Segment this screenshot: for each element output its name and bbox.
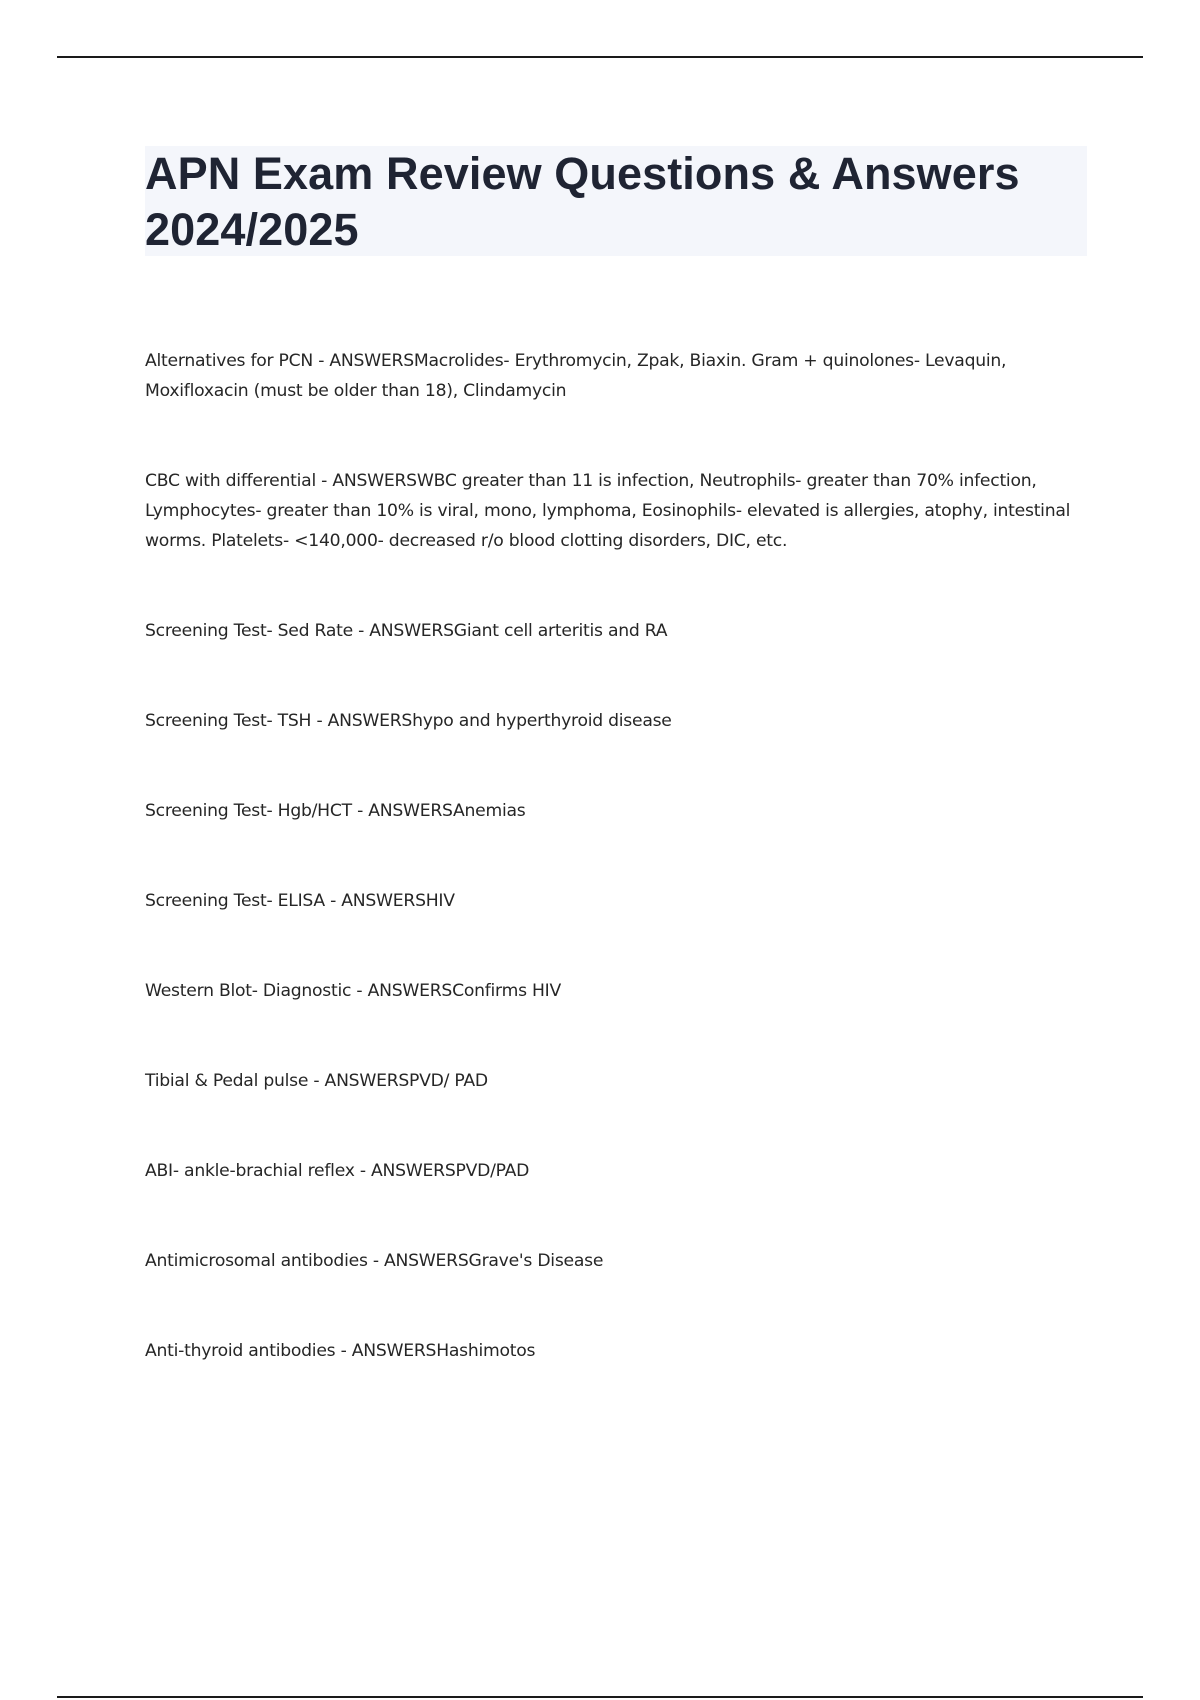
qa-item-antimicrosomal-antibodies: Antimicrosomal antibodies - ANSWERSGrave's Disease <box>145 1251 604 1271</box>
qa-item-sed-rate: Screening Test- Sed Rate - ANSWERSGiant cell arteritis and RA <box>145 621 668 641</box>
qa-item-elisa: Screening Test- ELISA - ANSWERSHIV <box>145 891 455 911</box>
qa-item-alternatives-pcn: Alternatives for PCN - ANSWERSMacrolides- Erythromycin, Zpak, Biaxin. Gram + quinolones- Levaquin, Moxifloxacin (must be older than 18), Clindamycin <box>145 351 1007 401</box>
qa-item-tsh: Screening Test- TSH - ANSWERShypo and hyperthyroid disease <box>145 711 672 731</box>
qa-item-abi: ABI- ankle-brachial reflex - ANSWERSPVD/PAD <box>145 1161 530 1181</box>
title-block <box>145 146 1087 256</box>
qa-item-tibial-pedal-pulse: Tibial & Pedal pulse - ANSWERSPVD/ PAD <box>145 1071 488 1091</box>
qa-item-western-blot: Western Blot- Diagnostic - ANSWERSConfirms HIV <box>145 981 561 1001</box>
qa-item-hgb-hct: Screening Test- Hgb/HCT - ANSWERSAnemias <box>145 801 526 821</box>
qa-item-cbc-differential: CBC with differential - ANSWERSWBC greater than 11 is infection, Neutrophils- greater than 70% infection, Lymphocytes- greater than 10% is viral, mono, lymphoma, Eosinophils- elevated is allergies, atophy, intestinal worms. Platelets- <140,000- decreased r/o blood clotting disorders, DIC, etc. <box>145 471 1071 551</box>
document-title: APN Exam Review Questions & Answers 2024/2025 <box>145 148 1020 255</box>
qa-list <box>145 346 1090 1426</box>
top-rule <box>57 56 1143 58</box>
qa-item-anti-thyroid-antibodies: Anti-thyroid antibodies - ANSWERSHashimotos <box>145 1341 536 1361</box>
bottom-rule <box>57 1696 1143 1698</box>
